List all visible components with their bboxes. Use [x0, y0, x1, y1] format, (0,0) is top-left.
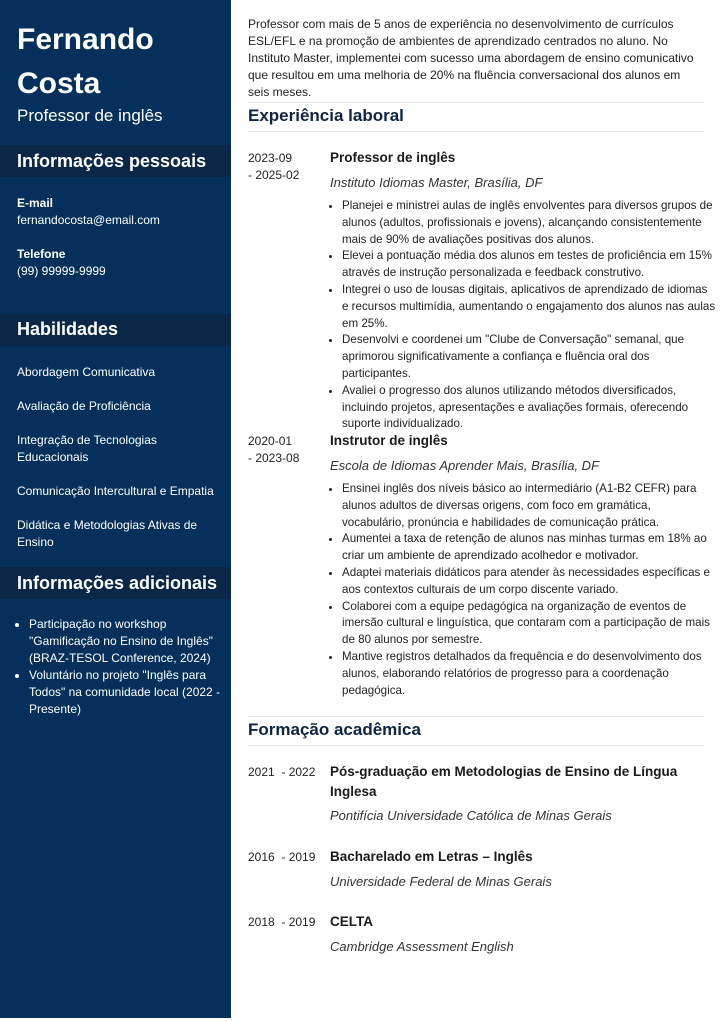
job-organization: Instituto Idiomas Master, Brasília, DF [330, 175, 543, 190]
divider [248, 716, 704, 717]
education-dates: 2021 - 2022 [248, 765, 316, 779]
job-bullet: • Integrei o uso de lousas digitais, aplicativos de aprendizado de idiomas e recursos multimídia, aumentando o engajamento dos alunos nas aulas em 25%. [342, 282, 716, 332]
divider [248, 131, 704, 132]
full-name: Fernando Costa [17, 23, 154, 100]
skill-item: Integração de Tecnologias Educacionais [17, 433, 157, 464]
additional-section-title: Informações adicionais [17, 573, 218, 593]
education-dates: 2018 - 2019 [248, 915, 316, 929]
job-end-date: - 2025-02 [248, 168, 300, 182]
job-title: Instrutor de inglês [330, 433, 448, 448]
divider [248, 102, 704, 103]
job-bullet: • Colaborei com a equipe pedagógica na organização de eventos de imersão cultural e linguística, que contaram com a participação de mais de 80 alunos por semestre. [342, 599, 716, 649]
job-bullet: • Planejei e ministrei aulas de inglês envolventes para diversos grupos de alunos (adultos, profissionais e jovens), alcançando consistentemente mais de 90% de avaliações positivas dos alunos. [342, 198, 716, 248]
job-bullet: • Elevei a pontuação média dos alunos em testes de proficiência em 15% através de instrução personalizada e feedback construtivo. [342, 248, 716, 282]
job-bullet: • Avaliei o progresso dos alunos utilizando métodos diversificados, incluindo projetos, apresentações e avaliações formais, oferecendo suporte individualizado. [342, 383, 716, 433]
job-bullet: • Ensinei inglês dos níveis básico ao intermediário (A1-B2 CEFR) para alunos adultos de diversas origens, com foco em gramática, vocabulário, pronúncia e habilidades de comunicação prática. [342, 481, 716, 531]
job-organization: Escola de Idiomas Aprender Mais, Brasília, DF [330, 458, 600, 473]
job-role: Professor de inglês [17, 106, 163, 125]
education-degree: CELTA [330, 914, 373, 929]
job-bullets [330, 481, 716, 699]
divider [248, 745, 704, 746]
job-bullet: • Adaptei materiais didáticos para atender às necessidades específicas e aos contextos culturais de um corpo discente variado. [342, 565, 716, 599]
job-title: Professor de inglês [330, 150, 456, 165]
job-bullet: • Desenvolvi e coordenei um "Clube de Conversação" semanal, que aprimorou significativamente a confiança e fluência oral dos participantes. [342, 332, 716, 382]
skill-item: Avaliação de Proficiência [17, 399, 151, 413]
additional-item: • Voluntário no projeto "Inglês para Todos" na comunidade local (2022 - Presente) [29, 667, 225, 718]
personal-section-title: Informações pessoais [17, 151, 207, 171]
sidebar [0, 0, 231, 1018]
experience-heading: Experiência laboral [248, 106, 404, 125]
skill-item: Abordagem Comunicativa [17, 365, 156, 379]
education-dates: 2016 - 2019 [248, 850, 316, 864]
profile-summary: Professor com mais de 5 anos de experiência no desenvolvimento de currículos ESL/EFL e na promoção de ambientes de aprendizado centrados no aluno. No Instituto Master, implementei com sucesso uma abordagem de ensino comunicativo que resultou em uma melhoria de 20% na fluência conversacional dos alunos em seis meses. [248, 17, 694, 99]
additional-item: • Participação no workshop "Gamificação no Ensino de Inglês" (BRAZ-TESOL Conference, 2024) [29, 616, 225, 667]
phone-label: Telefone [17, 247, 66, 261]
education-heading: Formação acadêmica [248, 720, 421, 739]
email-label: E-mail [17, 196, 54, 210]
job-bullet: • Aumentei a taxa de retenção de alunos nas minhas turmas em 18% ao criar um ambiente de aprendizado acolhedor e motivador. [342, 531, 716, 565]
education-degree: Bacharelado em Letras – Inglês [330, 849, 533, 864]
skills-section-title: Habilidades [17, 319, 119, 339]
skill-item: Comunicação Intercultural e Empatia [17, 484, 214, 498]
education-school: Cambridge Assessment English [330, 939, 514, 954]
phone-value: (99) 99999-9999 [17, 264, 106, 278]
education-school: Pontifícia Universidade Católica de Minas Gerais [330, 808, 612, 823]
education-degree: Pós-graduação em Metodologias de Ensino de Língua Inglesa [330, 764, 678, 799]
job-start-date: 2023-09 [248, 151, 293, 165]
job-bullet: • Mantive registros detalhados da frequência e do desenvolvimento dos alunos, elaborando relatórios de progresso para a coordenação pedagógica. [342, 649, 716, 699]
email-value[interactable]: fernandocosta@email.com [17, 213, 160, 227]
additional-list [17, 616, 225, 718]
job-bullets [330, 198, 716, 433]
education-school: Universidade Federal de Minas Gerais [330, 874, 552, 889]
skill-item: Didática e Metodologias Ativas de Ensino [17, 518, 198, 549]
job-start-date: 2020-01 [248, 434, 293, 448]
job-end-date: - 2023-08 [248, 451, 300, 465]
